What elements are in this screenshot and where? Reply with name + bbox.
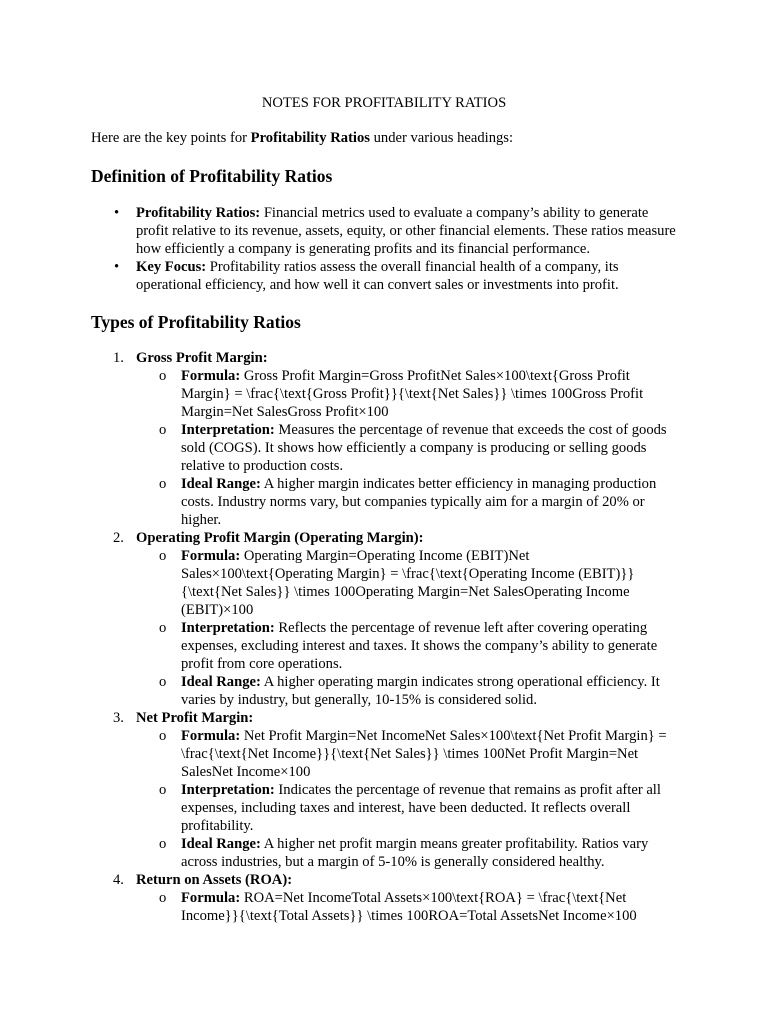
ratio-item-operating-profit-margin (91, 529, 681, 709)
intro-text-after: under various headings: (369, 130, 514, 146)
sub-bullet-icon: o (159, 476, 167, 492)
ratio-sub-list (136, 547, 681, 709)
sub-item-ideal-range (136, 835, 681, 871)
sub-text: ROA=Net IncomeTotal Assets×100\text{ROA} = \frac{\text{Net Income}}{\text{Total Assets}} \times 100ROA=Total AssetsNet Income×100 (181, 890, 637, 924)
sub-text: A higher operating margin indicates strong operational efficiency. It varies by industry, but generally, 10-15% is considered solid. (181, 674, 660, 708)
intro-text-before: Here are the key points for (91, 130, 251, 146)
sub-label: Ideal Range: (181, 836, 261, 852)
intro-text-bold: Profitability Ratios (250, 130, 370, 146)
sub-bullet-icon: o (159, 422, 167, 438)
sub-bullet-icon: o (159, 728, 167, 744)
sub-bullet-icon: o (159, 368, 167, 384)
sub-item-formula (136, 367, 681, 421)
ratio-title: Return on Assets (ROA): (136, 872, 293, 888)
sub-item-formula (136, 547, 681, 619)
sub-item-ideal-range (136, 673, 681, 709)
sub-label: Ideal Range: (181, 674, 261, 690)
ratio-item-net-profit-margin (91, 709, 681, 871)
sub-label: Formula: (181, 548, 241, 564)
ratio-title: Gross Profit Margin: (136, 350, 268, 366)
sub-bullet-icon: o (159, 836, 167, 852)
document-title: NOTES FOR PROFITABILITY RATIOS (261, 95, 507, 111)
bullet-label: Key Focus: (136, 259, 207, 275)
sub-label: Interpretation: (181, 422, 275, 438)
sub-label: Interpretation: (181, 620, 275, 636)
ratio-item-gross-profit-margin (91, 349, 681, 529)
types-heading: Types of Profitability Ratios (91, 312, 301, 332)
definition-heading: Definition of Profitability Ratios (91, 166, 333, 186)
ratio-title: Net Profit Margin: (136, 710, 254, 726)
sub-item-formula (136, 889, 681, 925)
bullet-icon: • (114, 205, 120, 221)
sub-item-ideal-range (136, 475, 681, 529)
list-number: 1. (113, 350, 124, 366)
bullet-icon: • (114, 259, 120, 275)
sub-text: Measures the percentage of revenue that exceeds the cost of goods sold (COGS). It shows how efficiently a company is producing or selling goods relative to production costs. (181, 422, 667, 474)
sub-label: Formula: (181, 368, 241, 384)
intro-paragraph (91, 129, 691, 147)
sub-label: Formula: (181, 728, 241, 744)
list-number: 3. (113, 710, 124, 726)
sub-text: Net Profit Margin=Net IncomeNet Sales×100\text{Net Profit Margin} = \frac{\text{Net Income}}{\text{Net Sales}} \times 100Net Profit Margin=Net SalesNet Income×100 (181, 728, 667, 780)
definition-bullet-item (91, 258, 681, 294)
sub-item-interpretation (136, 421, 681, 475)
sub-text: A higher margin indicates better efficiency in managing production costs. Industry norms vary, but companies typically aim for a margin of 20% or higher. (181, 476, 657, 528)
definition-bullet-item (91, 204, 681, 258)
sub-text: Gross Profit Margin=Gross ProfitNet Sales×100\text{Gross Profit Margin} = \frac{\text{Gross Profit}}{\text{Net Sales}} \times 100Gross Profit Margin=Net SalesGross Profit×100 (181, 368, 644, 420)
sub-item-interpretation (136, 781, 681, 835)
definition-bullet-list (91, 204, 681, 294)
ratio-item-return-on-assets (91, 871, 681, 925)
ratio-sub-list (136, 889, 681, 925)
sub-item-interpretation (136, 619, 681, 673)
sub-label: Formula: (181, 890, 241, 906)
sub-item-formula (136, 727, 681, 781)
sub-label: Interpretation: (181, 782, 275, 798)
sub-bullet-icon: o (159, 620, 167, 636)
bullet-text: Profitability ratios assess the overall financial health of a company, its operational efficiency, and how well it can convert sales or investments into profit. (136, 259, 619, 293)
bullet-text: Financial metrics used to evaluate a company’s ability to generate profit relative to its revenue, assets, equity, or other financial elements. These ratios measure how efficiently a company is generating profits and its financial performance. (136, 205, 676, 257)
ratio-sub-list (136, 727, 681, 871)
list-number: 2. (113, 530, 124, 546)
sub-bullet-icon: o (159, 782, 167, 798)
sub-label: Ideal Range: (181, 476, 261, 492)
sub-text: Reflects the percentage of revenue left after covering operating expenses, excluding interest and taxes. It shows the company’s ability to generate profit from core operations. (181, 620, 658, 672)
sub-text: Indicates the percentage of revenue that remains as profit after all expenses, including taxes and interest, have been deducted. It reflects overall profitability. (181, 782, 661, 834)
sub-text: Operating Margin=Operating Income (EBIT)Net Sales×100\text{Operating Margin} = \frac{\text{Operating Income (EBIT)}}{\text{Net Sales}} \times 100Operating Margin=Net SalesOperating Income (EBIT)×100 (181, 548, 635, 618)
list-number: 4. (113, 872, 124, 888)
sub-bullet-icon: o (159, 890, 167, 906)
ratio-title: Operating Profit Margin (Operating Margin): (136, 530, 424, 546)
sub-bullet-icon: o (159, 548, 167, 564)
sub-text: A higher net profit margin means greater profitability. Ratios vary across industries, but a margin of 5-10% is generally considered healthy. (181, 836, 649, 870)
sub-bullet-icon: o (159, 674, 167, 690)
bullet-label: Profitability Ratios: (136, 205, 261, 221)
ratio-sub-list (136, 367, 681, 529)
types-list (91, 349, 681, 925)
